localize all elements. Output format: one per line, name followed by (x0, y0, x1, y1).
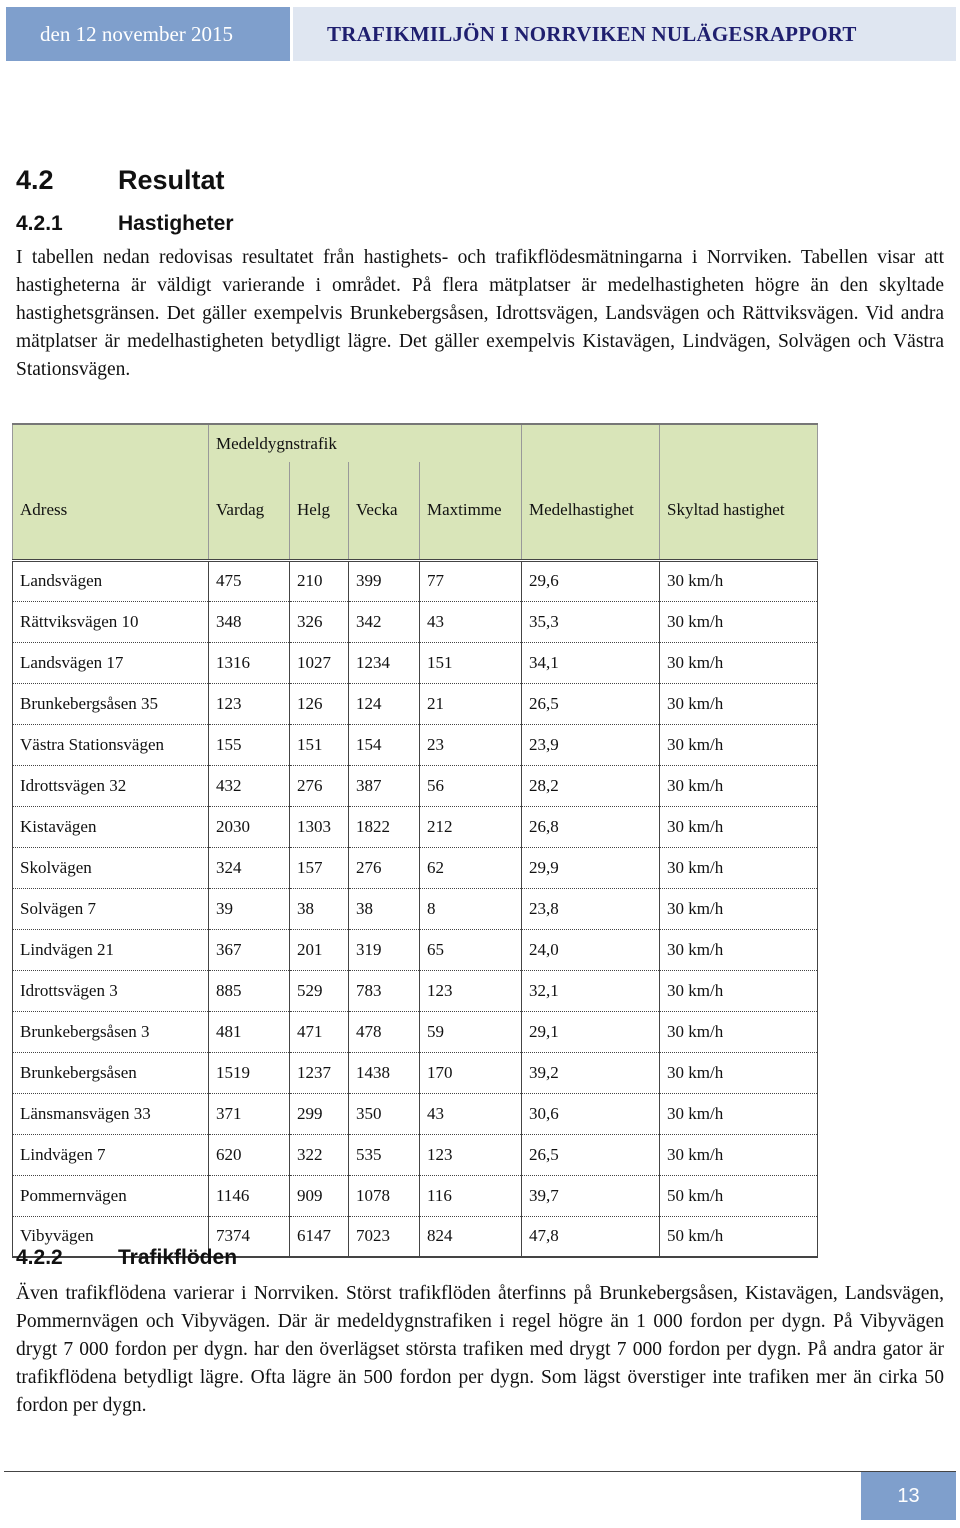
table-cell: 38 (290, 888, 349, 929)
table-cell: Vibyvägen (13, 1216, 209, 1257)
table-cell: Lindvägen 7 (13, 1134, 209, 1175)
table-cell: 29,6 (522, 560, 660, 601)
table-row (13, 1011, 818, 1052)
speed-traffic-table (12, 423, 818, 1258)
table-cell: 620 (209, 1134, 290, 1175)
table-cell: 210 (290, 560, 349, 601)
table-cell: 23 (420, 724, 522, 765)
table-group-header: Medeldygnstrafik (209, 424, 522, 462)
table-cell: 65 (420, 929, 522, 970)
table-cell: 123 (420, 1134, 522, 1175)
table-cell: 23,8 (522, 888, 660, 929)
table-cell: 212 (420, 806, 522, 847)
table-cell: 7023 (349, 1216, 420, 1257)
table-cell: 47,8 (522, 1216, 660, 1257)
table-cell: 39,2 (522, 1052, 660, 1093)
table-cell: 30 km/h (660, 1093, 818, 1134)
column-header: Vardag (209, 462, 290, 560)
section-number: 4.2 (16, 165, 54, 195)
table-row (13, 806, 818, 847)
table-cell: 276 (349, 847, 420, 888)
table-cell: 50 km/h (660, 1175, 818, 1216)
section-heading (16, 165, 225, 196)
table-cell: 43 (420, 601, 522, 642)
table-cell: 154 (349, 724, 420, 765)
column-header: Skyltad hastighet (660, 462, 818, 560)
table-cell: 535 (349, 1134, 420, 1175)
table-column-header-row (13, 462, 818, 560)
table-cell: 1237 (290, 1052, 349, 1093)
table-cell: 348 (209, 601, 290, 642)
table-cell: 77 (420, 560, 522, 601)
table-cell: 32,1 (522, 970, 660, 1011)
table-cell: 1146 (209, 1175, 290, 1216)
table-cell: Brunkebergsåsen 3 (13, 1011, 209, 1052)
table-cell: 371 (209, 1093, 290, 1134)
table-cell: 21 (420, 683, 522, 724)
table-cell: 26,5 (522, 1134, 660, 1175)
table-cell: 26,8 (522, 806, 660, 847)
subsection-title: Hastigheter (118, 212, 234, 235)
table-cell: 30 km/h (660, 1011, 818, 1052)
subsection-number: 4.2.2 (16, 1246, 63, 1269)
table-cell: 30 km/h (660, 724, 818, 765)
column-header: Vecka (349, 462, 420, 560)
table-cell: 1303 (290, 806, 349, 847)
table-cell: 59 (420, 1011, 522, 1052)
table-cell: 43 (420, 1093, 522, 1134)
subsection-heading-hastigheter (16, 212, 234, 236)
header-title: TRAFIKMILJÖN I NORRVIKEN NULÄGESRAPPORT (293, 7, 956, 61)
table-cell: 324 (209, 847, 290, 888)
table-cell: 39,7 (522, 1175, 660, 1216)
table-header-cell (660, 424, 818, 462)
table-cell: 23,9 (522, 724, 660, 765)
column-header: Adress (13, 462, 209, 560)
table-cell: 326 (290, 601, 349, 642)
header-date: den 12 november 2015 (6, 7, 290, 61)
table-cell: 151 (290, 724, 349, 765)
table-cell: 30 km/h (660, 970, 818, 1011)
paragraph-hastigheter: I tabellen nedan redovisas resultatet från hastighets- och trafikflödesmätningarna i Norrviken. Tabellen visar att hastigheterna är väldigt varierande i området. På flera mätplatser är medelhastigheten högre än den skyltade hastighetsgränsen. Det gäller exempelvis Brunkebergsåsen, Idrottsvägen, Landsvägen och Rättviksvägen. Vid andra mätplatser är medelhastigheten betydligt lägre. Det gäller exempelvis Kistavägen, Lindvägen, Solvägen och Västra Stationsvägen. (16, 247, 944, 380)
table-cell: 30 km/h (660, 642, 818, 683)
table-cell: 28,2 (522, 765, 660, 806)
table-cell: 30 km/h (660, 683, 818, 724)
table-row (13, 724, 818, 765)
table-cell: 124 (349, 683, 420, 724)
table-cell: 30 km/h (660, 888, 818, 929)
table-cell: 6147 (290, 1216, 349, 1257)
table-cell: Lindvägen 21 (13, 929, 209, 970)
table-header-cell (13, 424, 209, 462)
table-cell: 783 (349, 970, 420, 1011)
table-cell: Landsvägen (13, 560, 209, 601)
table-cell: 26,5 (522, 683, 660, 724)
table-row (13, 560, 818, 601)
table-cell: Länsmansvägen 33 (13, 1093, 209, 1134)
table-cell: Idrottsvägen 32 (13, 765, 209, 806)
table-cell: 276 (290, 765, 349, 806)
table-row (13, 683, 818, 724)
table-cell: 30 km/h (660, 1134, 818, 1175)
table-cell: 29,9 (522, 847, 660, 888)
table-cell: 471 (290, 1011, 349, 1052)
table-cell: Västra Stationsvägen (13, 724, 209, 765)
column-header: Maxtimme (420, 462, 522, 560)
table-cell: 367 (209, 929, 290, 970)
table-cell: 201 (290, 929, 349, 970)
table-cell: 126 (290, 683, 349, 724)
table-cell: 35,3 (522, 601, 660, 642)
table-cell: 1234 (349, 642, 420, 683)
table-row (13, 601, 818, 642)
table-cell: 30 km/h (660, 847, 818, 888)
table-cell: 24,0 (522, 929, 660, 970)
table-cell: 30 km/h (660, 1052, 818, 1093)
table-cell: 319 (349, 929, 420, 970)
footer-divider (4, 1471, 956, 1472)
table-row (13, 847, 818, 888)
table-row (13, 929, 818, 970)
table-row (13, 1175, 818, 1216)
table-cell: 30 km/h (660, 806, 818, 847)
table-cell: 123 (209, 683, 290, 724)
subsection-title: Trafikflöden (118, 1246, 238, 1269)
table-cell: 34,1 (522, 642, 660, 683)
subsection-heading-trafikfloden (16, 1246, 237, 1270)
table-row (13, 1052, 818, 1093)
table-cell: Brunkebergsåsen (13, 1052, 209, 1093)
table-cell: 299 (290, 1093, 349, 1134)
table-cell: 30 km/h (660, 929, 818, 970)
table-cell: 1027 (290, 642, 349, 683)
table-cell: 38 (349, 888, 420, 929)
table-header-cell (522, 424, 660, 462)
table-cell: 30 km/h (660, 560, 818, 601)
table-cell: 29,1 (522, 1011, 660, 1052)
table-cell: 885 (209, 970, 290, 1011)
table-row (13, 765, 818, 806)
table-cell: 387 (349, 765, 420, 806)
table-row (13, 888, 818, 929)
table-cell: 350 (349, 1093, 420, 1134)
section-title: Resultat (118, 165, 225, 195)
table-cell: 478 (349, 1011, 420, 1052)
table-cell: 1822 (349, 806, 420, 847)
table-cell: 7374 (209, 1216, 290, 1257)
table-cell: 157 (290, 847, 349, 888)
table-cell: Pommernvägen (13, 1175, 209, 1216)
table-cell: 342 (349, 601, 420, 642)
table-cell: 62 (420, 847, 522, 888)
table-cell: 170 (420, 1052, 522, 1093)
table-cell: 151 (420, 642, 522, 683)
table-cell: Kistavägen (13, 806, 209, 847)
column-header: Helg (290, 462, 349, 560)
table-cell: Rättviksvägen 10 (13, 601, 209, 642)
table-cell: 2030 (209, 806, 290, 847)
table-cell: Skolvägen (13, 847, 209, 888)
table-cell: 30 km/h (660, 601, 818, 642)
table-cell: 1438 (349, 1052, 420, 1093)
table-group-header-row (13, 424, 818, 462)
table-cell: 116 (420, 1175, 522, 1216)
table-cell: 322 (290, 1134, 349, 1175)
table-cell: 8 (420, 888, 522, 929)
table-cell: 155 (209, 724, 290, 765)
table-cell: 475 (209, 560, 290, 601)
table-cell: 1519 (209, 1052, 290, 1093)
table-cell: 1078 (349, 1175, 420, 1216)
column-header: Medelhastighet (522, 462, 660, 560)
table-row (13, 1093, 818, 1134)
table-cell: 30,6 (522, 1093, 660, 1134)
table-cell: 123 (420, 970, 522, 1011)
table-cell: 30 km/h (660, 765, 818, 806)
table-cell: 909 (290, 1175, 349, 1216)
table-row (13, 970, 818, 1011)
table-cell: Idrottsvägen 3 (13, 970, 209, 1011)
table-cell: 399 (349, 560, 420, 601)
table-cell: Landsvägen 17 (13, 642, 209, 683)
table-row (13, 1134, 818, 1175)
table-row (13, 642, 818, 683)
table-cell: 50 km/h (660, 1216, 818, 1257)
table-cell: 824 (420, 1216, 522, 1257)
table-cell: 432 (209, 765, 290, 806)
subsection-number: 4.2.1 (16, 212, 63, 235)
table-cell: 56 (420, 765, 522, 806)
table-cell: Brunkebergsåsen 35 (13, 683, 209, 724)
page-number: 13 (861, 1472, 956, 1520)
table-cell: 481 (209, 1011, 290, 1052)
table-cell: 1316 (209, 642, 290, 683)
table-cell: Solvägen 7 (13, 888, 209, 929)
paragraph-trafikfloden: Även trafikflödena varierar i Norrviken. Störst trafikflöden återfinns på Brunkebergsåsen, Kistavägen, Landsvägen, Pommernvägen och Vibyvägen. Där är medeldygnstrafiken i regel högre än 1 000 fordon per dygn. På Vibyvägen drygt 7 000 fordon per dygn. har den överlägset största trafiken med drygt 7 000 fordon per dygn. På andra gator är trafikflödena betydligt lägre. Ofta lägre än 500 fordon per dygn. Som lägst överstiger inte trafiken mer än cirka 50 fordon per dygn. (16, 1283, 944, 1416)
table-cell: 529 (290, 970, 349, 1011)
table-cell: 39 (209, 888, 290, 929)
